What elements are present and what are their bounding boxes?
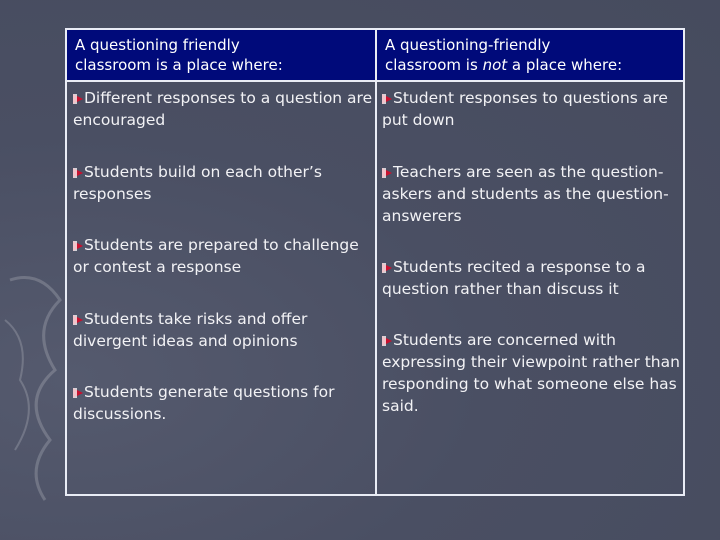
right-header-text-after: a place where:: [507, 56, 623, 74]
left-list-item: [73, 308, 373, 352]
arrow-bullet-icon: [382, 263, 392, 273]
left-list-item: [73, 87, 373, 131]
right-item-text: Students are concerned with expressing their viewpoint rather than responding to what someone else has said.: [382, 331, 680, 415]
arrow-bullet-icon: [382, 168, 392, 178]
left-item-text: Students are prepared to challenge or contest a response: [73, 236, 359, 276]
right-header-text-before: classroom is: [385, 56, 483, 74]
arrow-bullet-icon: [382, 94, 392, 104]
left-header-line-1: A questioning friendly: [75, 36, 240, 54]
left-item-text: Students generate questions for discussions.: [73, 383, 335, 423]
arrow-bullet-icon: [73, 241, 83, 251]
left-list-item: [73, 234, 373, 278]
right-list-item: [382, 87, 682, 131]
left-header-line-2: classroom is a place where:: [75, 56, 283, 74]
comparison-table: [65, 28, 685, 496]
left-column-header: [67, 30, 375, 82]
left-item-text: Students take risks and offer divergent ideas and opinions: [73, 310, 308, 350]
arrow-bullet-icon: [73, 388, 83, 398]
column-divider: [375, 30, 377, 494]
right-list-item: [382, 256, 682, 300]
right-header-line-1: A questioning-friendly: [385, 36, 551, 54]
right-item-text: Teachers are seen as the question-askers and students as the question-answerers: [382, 163, 669, 225]
right-header-emphasis: not: [482, 56, 508, 74]
arrow-bullet-icon: [382, 336, 392, 346]
right-list-item: [382, 329, 682, 417]
left-list-item: [73, 161, 373, 205]
left-list-item: [73, 381, 373, 425]
arrow-bullet-icon: [73, 315, 83, 325]
right-item-text: Student responses to questions are put down: [382, 89, 668, 129]
right-header-line-2: [385, 55, 675, 75]
right-column-header: [377, 30, 683, 82]
background-watermark: [0, 260, 70, 510]
right-item-text: Students recited a response to a question rather than discuss it: [382, 258, 646, 298]
left-item-text: Students build on each other’s responses: [73, 163, 322, 203]
right-list-item: [382, 161, 682, 227]
left-item-text: Different responses to a question are encouraged: [73, 89, 373, 129]
arrow-bullet-icon: [73, 94, 83, 104]
arrow-bullet-icon: [73, 168, 83, 178]
